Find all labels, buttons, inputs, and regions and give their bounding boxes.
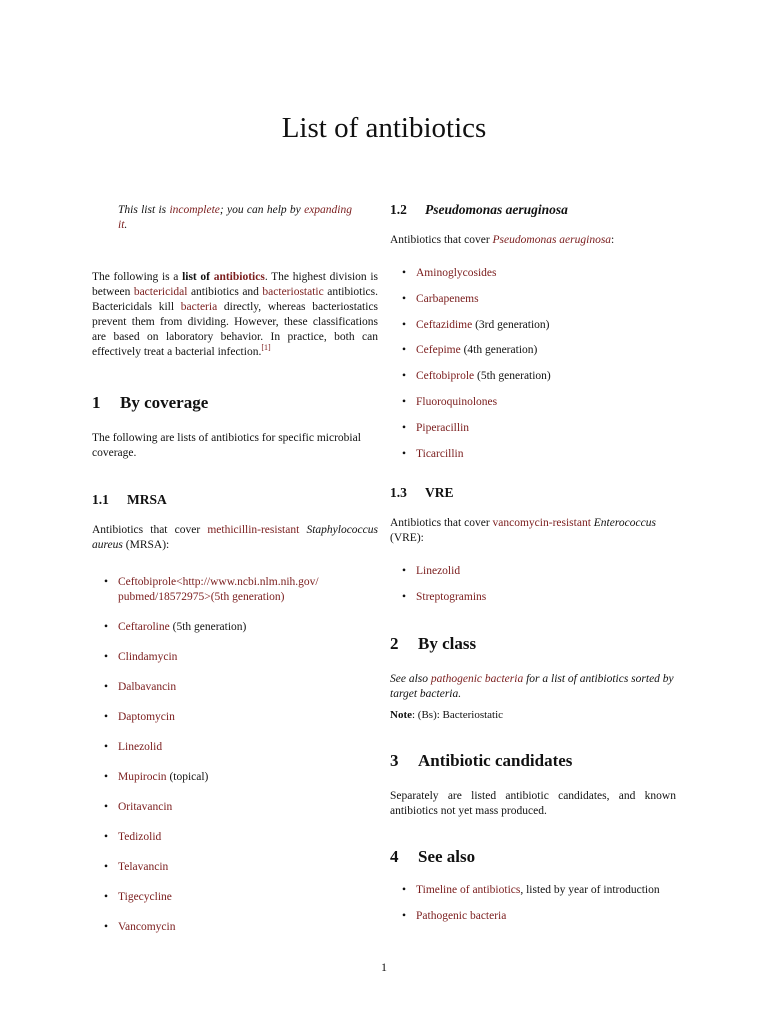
section-number: 3 bbox=[390, 751, 399, 770]
pseudomonas-list-item bbox=[390, 266, 676, 281]
section-title: Pseudomonas aeruginosa bbox=[425, 202, 568, 217]
mrsa-list-item bbox=[92, 830, 378, 845]
mrsa-list-item bbox=[92, 740, 378, 755]
section-candidates-heading bbox=[390, 751, 676, 771]
section-title: By coverage bbox=[120, 393, 209, 412]
mrsa-list-item bbox=[92, 710, 378, 725]
see-also-list-item-note: , listed by year of introduction bbox=[520, 884, 660, 896]
see-also-list-item bbox=[390, 909, 676, 924]
hatnote bbox=[92, 203, 378, 233]
pseudomonas-list bbox=[390, 266, 676, 462]
by-class-see-also bbox=[390, 672, 676, 702]
mrsa-list-item-link[interactable]: Daptomycin bbox=[118, 711, 175, 723]
pseudomonas-aeruginosa-link[interactable]: Pseudomonas aeruginosa bbox=[492, 234, 612, 246]
pseudomonas-list-item-link[interactable]: Carbapenems bbox=[416, 292, 479, 305]
section-title: See also bbox=[418, 847, 476, 866]
section-number: 2 bbox=[390, 634, 399, 653]
pseudomonas-list-item bbox=[390, 343, 676, 358]
see-also-list-item-link[interactable]: Timeline of antibiotics bbox=[416, 884, 521, 896]
intro-bold: list of bbox=[182, 271, 211, 283]
pseudomonas-list-item-link[interactable]: Ceftobiprole bbox=[416, 370, 475, 383]
section-number: 1.2 bbox=[390, 202, 407, 217]
section-number: 1 bbox=[92, 393, 101, 412]
pseudomonas-list-item bbox=[390, 318, 676, 333]
incomplete-link[interactable]: incomplete bbox=[169, 204, 220, 216]
mrsa-list-item-link[interactable]: Dalbavancin bbox=[118, 681, 177, 693]
vre-list-item-link[interactable]: Linezolid bbox=[416, 565, 461, 577]
vre-list-item bbox=[390, 590, 676, 605]
mrsa-list-item-link[interactable]: Ceftaroline bbox=[118, 621, 170, 633]
pseudomonas-list-item bbox=[390, 369, 676, 384]
mrsa-list-item bbox=[92, 890, 378, 905]
section-pseudomonas-heading bbox=[390, 201, 676, 219]
pseudomonas-list-item-link[interactable]: Ticarcillin bbox=[416, 447, 464, 460]
reference-link[interactable]: [1] bbox=[261, 343, 271, 353]
by-coverage-text: The following are lists of antibiotics for specific microbial coverage. bbox=[92, 432, 361, 459]
see-also-list-item bbox=[390, 883, 676, 898]
mrsa-list-item-link[interactable]: Ceftobiprole<http://www.ncbi.nlm.nih.gov/ pubmed/18572975>(5th generation) bbox=[118, 576, 319, 603]
section-number: 1.1 bbox=[92, 492, 109, 507]
mrsa-text: Antibiotics that cover bbox=[92, 524, 201, 536]
by-class-note bbox=[390, 708, 676, 723]
intro-paragraph bbox=[92, 270, 378, 360]
bacteria-link[interactable]: bacteria bbox=[180, 301, 218, 313]
mrsa-list-item bbox=[92, 620, 378, 635]
pseudomonas-list-item bbox=[390, 421, 676, 436]
mrsa-list-item-link[interactable]: Clindamycin bbox=[118, 651, 178, 663]
mrsa-list-item-note: (5th generation) bbox=[172, 621, 247, 633]
pseudomonas-list-item bbox=[390, 447, 676, 462]
pseudomonas-list-item-link[interactable]: Fluoroquinolones bbox=[416, 395, 498, 408]
vre-text: Antibiotics that cover bbox=[390, 517, 490, 529]
pseudomonas-list-item-link[interactable]: Aminoglycosides bbox=[416, 267, 497, 279]
see-also-text: See also bbox=[390, 673, 429, 685]
pseudomonas-list-item-link[interactable]: Cefepime bbox=[416, 344, 461, 357]
section-title: By class bbox=[418, 634, 477, 653]
pseudomonas-list-item-link[interactable]: Piperacillin bbox=[416, 421, 470, 434]
vre-list-item bbox=[390, 564, 676, 579]
pseudomonas-list-item-note: (3rd generation) bbox=[475, 318, 550, 331]
hatnote-period: . bbox=[124, 219, 128, 231]
enterococcus-text: Enterococcus bbox=[593, 517, 656, 529]
note-label: Note bbox=[390, 709, 412, 721]
mrsa-list-item-link[interactable]: Tedizolid bbox=[118, 831, 162, 843]
pseudomonas-intro bbox=[390, 233, 676, 248]
mrsa-list-item bbox=[92, 770, 378, 785]
intro-text: antibiotics. Bactericidals kill bbox=[92, 286, 379, 313]
mrsa-list-item-link[interactable]: Tigecycline bbox=[118, 891, 172, 903]
section-by-coverage-heading bbox=[92, 393, 378, 413]
section-vre-heading bbox=[390, 484, 676, 502]
antibiotics-link[interactable]: antibiotics bbox=[213, 271, 265, 283]
mrsa-list-item bbox=[92, 575, 378, 605]
vre-list bbox=[390, 564, 676, 605]
vancomycin-resistant-link[interactable]: vancomycin-resistant bbox=[492, 517, 591, 529]
bacteriostatic-link[interactable]: bacteriostatic bbox=[262, 286, 324, 298]
vre-text: (VRE): bbox=[390, 532, 424, 544]
section-title: VRE bbox=[425, 485, 454, 500]
section-title: MRSA bbox=[127, 492, 167, 507]
bactericidal-link[interactable]: bactericidal bbox=[133, 286, 188, 298]
section-mrsa-heading bbox=[92, 491, 378, 509]
section-number: 1.3 bbox=[390, 485, 407, 500]
hatnote-text: This list is bbox=[118, 204, 167, 216]
section-see-also-heading bbox=[390, 847, 676, 867]
intro-text: directly, whereas bacteriostatics prevent them from dividing. However, these classifications are based on laboratory behavior. In practice, both can effectively treat a bacterial infection. bbox=[92, 301, 379, 358]
pseudomonas-list-item bbox=[390, 395, 676, 410]
note-text: : (Bs): Bacteriostatic bbox=[412, 709, 504, 721]
mrsa-intro bbox=[92, 523, 378, 553]
see-also-list-item-link[interactable]: Pathogenic bacteria bbox=[416, 909, 507, 922]
pseudomonas-list-item-link[interactable]: Ceftazidime bbox=[416, 318, 473, 331]
methicillin-resistant-link[interactable]: methicillin-resistant bbox=[207, 524, 300, 536]
pseudomonas-text: Antibiotics that cover bbox=[390, 234, 490, 246]
mrsa-list-item-link[interactable]: Oritavancin bbox=[118, 801, 173, 813]
vre-list-item-link[interactable]: Streptogramins bbox=[416, 590, 487, 603]
mrsa-list-item-link[interactable]: Linezolid bbox=[118, 741, 163, 753]
pathogenic-bacteria-link[interactable]: pathogenic bacteria bbox=[430, 673, 524, 685]
mrsa-list-item-link[interactable]: Vancomycin bbox=[118, 921, 176, 933]
staphylococcus-aureus-text: Staphylococcus aureus bbox=[92, 524, 378, 551]
section-title: Antibiotic candidates bbox=[418, 751, 573, 770]
vre-intro bbox=[390, 516, 676, 546]
mrsa-list-item bbox=[92, 800, 378, 815]
section-by-class-heading bbox=[390, 634, 676, 654]
pseudomonas-list-item-note: (5th generation) bbox=[477, 370, 551, 383]
mrsa-list-item-link[interactable]: Mupirocin bbox=[118, 771, 167, 783]
pseudomonas-colon: : bbox=[611, 234, 615, 246]
see-also-list bbox=[390, 883, 676, 924]
page-title: List of antibiotics bbox=[281, 112, 487, 144]
mrsa-list bbox=[92, 575, 378, 935]
section-number: 4 bbox=[390, 847, 399, 866]
intro-text: The following is a bbox=[92, 271, 179, 283]
candidates-text: Separately are listed antibiotic candidates, and known antibiotics not yet mass produced. bbox=[390, 790, 676, 817]
mrsa-text: (MRSA): bbox=[125, 539, 170, 551]
intro-text: antibiotics and bbox=[190, 286, 259, 298]
pseudomonas-list-item-note: (4th generation) bbox=[463, 344, 538, 357]
mrsa-list-item-link[interactable]: Telavancin bbox=[118, 861, 169, 873]
mrsa-list-item bbox=[92, 680, 378, 695]
pseudomonas-list-item bbox=[390, 292, 676, 307]
intro-text: . The highest division is between bbox=[92, 271, 378, 298]
see-also-text: for a list of antibiotics sorted by target bacteria. bbox=[390, 673, 674, 700]
expanding-it-link[interactable]: expanding it bbox=[118, 204, 352, 231]
page-number: 1 bbox=[381, 960, 387, 974]
mrsa-list-item bbox=[92, 920, 378, 935]
mrsa-list-item bbox=[92, 860, 378, 875]
hatnote-text: ; you can help by bbox=[219, 204, 301, 216]
mrsa-list-item-note: (topical) bbox=[169, 771, 209, 783]
mrsa-list-item bbox=[92, 650, 378, 665]
